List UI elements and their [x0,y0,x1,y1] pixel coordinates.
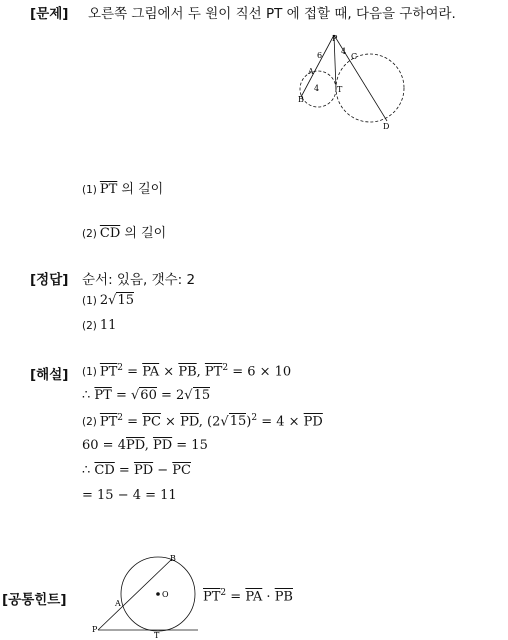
question-2: (2) $\overline{CD}$ 의 길이 [82,226,167,241]
label-hint-P: P [92,625,98,634]
solution-tag: [해설] [30,367,69,383]
solution-line-2: ∴ $\overline{PT} = √60 = 2√15$ [82,388,211,403]
label-hint-O: O [162,590,169,599]
label-P: P [332,34,338,43]
figure-two-circles [290,32,430,142]
hint-secant [98,559,172,630]
solution-line-4: $60 = 4\overline{PD}$, $\overline{PD} = 15$ [82,438,208,453]
hint-figure-circle [88,552,208,638]
label-AB-length: 4 [314,84,320,93]
center-dot [156,592,160,596]
answer-1: (1) 2√15 [82,293,134,308]
solution-line-6: = 15 − 4 = 11 [82,488,177,503]
tangent-pt [334,35,336,89]
large-circle [336,54,404,122]
hint-tag: [공통힌트] [2,592,67,608]
label-T: T [337,85,343,94]
answer-tag: [정답] [30,272,69,288]
label-B: B [298,95,304,104]
answer-2: (2) 11 [82,318,117,333]
label-C: C [351,52,358,61]
label-A: A [308,67,314,76]
label-hint-T: T [154,631,160,638]
label-hint-A: A [115,599,121,608]
label-PA-length: 6 [317,51,323,60]
question-1: (1) $\overline{PT}$ 의 길이 [82,182,164,197]
hint-formula: $\overline{PT}^2 = \overline{PA} \cdot \overline{PB}$ [203,588,293,605]
solution-line-1: (1) $\overline{PT}^2 = \overline{PA} \times \overline{PB}$, $\overline{PT}^2 = 6 \times 10$ [82,363,292,380]
label-PC-length: 4 [341,47,347,56]
solution-line-3: (2) $\overline{PT}^2 = \overline{PC} \times \overline{PD}$, $(2√15)^2 = 4 \times \overline{PD}$ [82,413,323,430]
problem-tag: [문제] [30,6,69,22]
problem-text: 오른쪽 그림에서 두 원이 직선 PT 에 접할 때, 다음을 구하여라. [88,6,456,22]
answer-order: 순서: 있음, 갯수: 2 [82,272,196,288]
solution-line-5: ∴ $\overline{CD} = \overline{PD} - \overline{PC}$ [82,463,191,478]
label-D: D [383,122,390,131]
label-hint-B: B [170,554,176,563]
